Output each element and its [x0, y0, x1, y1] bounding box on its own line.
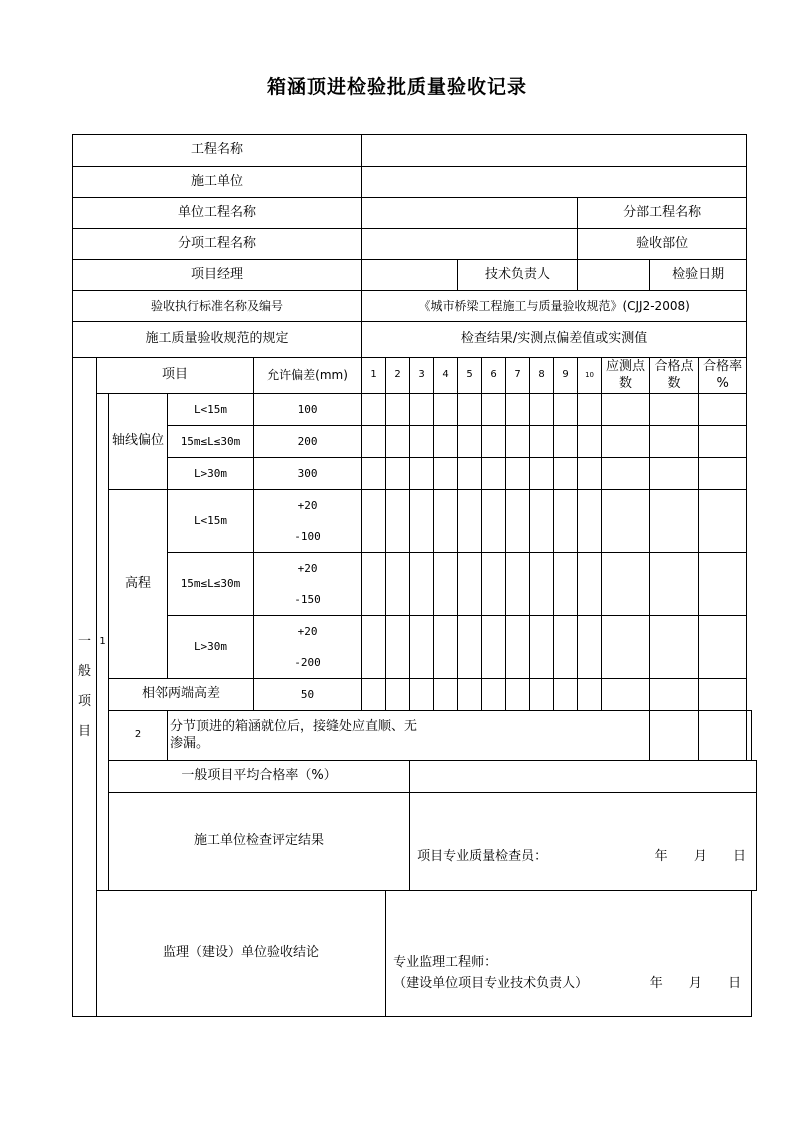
- cell[interactable]: [650, 490, 699, 553]
- spec-header: 施工质量验收规范的规定: [73, 322, 362, 358]
- cell[interactable]: [578, 553, 602, 616]
- subitem-project-field[interactable]: [362, 229, 578, 260]
- cell[interactable]: [434, 394, 458, 426]
- cell[interactable]: [410, 426, 434, 458]
- construction-result-field[interactable]: [410, 793, 757, 891]
- supervising-engineer-label: 专业监理工程师：: [393, 955, 498, 970]
- cell[interactable]: [602, 490, 650, 553]
- standard-value: 《城市桥梁工程施工与质量验收规范》(CJJ2-2008): [362, 291, 747, 322]
- cell[interactable]: [699, 490, 747, 553]
- project-name-field[interactable]: [362, 135, 747, 167]
- cell[interactable]: [482, 616, 506, 679]
- axis-condition-2: 15m≤L≤30m: [168, 426, 254, 458]
- cell[interactable]: [482, 490, 506, 553]
- cell[interactable]: [530, 553, 554, 616]
- cell[interactable]: [650, 394, 699, 426]
- elevation-upper-1: +20: [297, 499, 318, 512]
- cell[interactable]: [506, 426, 530, 458]
- point-header-3: 3: [410, 358, 434, 394]
- item-2-text-content: 分节顶进的箱涵就位后，接缝处应直顺、无渗漏。: [170, 719, 418, 751]
- cell[interactable]: [747, 711, 752, 761]
- cell[interactable]: [458, 679, 482, 711]
- elevation-tolerance-1: [254, 490, 362, 553]
- cell[interactable]: [650, 458, 699, 490]
- should-measure-header: 应测点数: [602, 358, 650, 394]
- cell[interactable]: [602, 426, 650, 458]
- point-header-8: 8: [530, 358, 554, 394]
- cell[interactable]: [530, 616, 554, 679]
- cell[interactable]: [578, 458, 602, 490]
- cell[interactable]: [530, 394, 554, 426]
- axis-tolerance-2: 200: [254, 426, 362, 458]
- cell[interactable]: [554, 490, 578, 553]
- cell[interactable]: [602, 458, 650, 490]
- elevation-condition-3: L>30m: [168, 616, 254, 679]
- cell[interactable]: [386, 426, 410, 458]
- cell[interactable]: [386, 616, 410, 679]
- elevation-condition-1: L<15m: [168, 490, 254, 553]
- cell[interactable]: [434, 553, 458, 616]
- standard-label: 验收执行标准名称及编号: [73, 291, 362, 322]
- cell[interactable]: [482, 458, 506, 490]
- project-manager-field[interactable]: [362, 260, 458, 291]
- general-items-text: 一般项目: [77, 634, 91, 739]
- cell[interactable]: [386, 458, 410, 490]
- subitem-project-label: 分项工程名称: [73, 229, 362, 260]
- year-label: 年: [649, 976, 663, 991]
- cell[interactable]: [362, 616, 386, 679]
- cell[interactable]: [699, 394, 747, 426]
- form-title: 箱涵顶进检验批质量验收记录: [266, 76, 527, 98]
- supervision-date: [628, 976, 741, 992]
- axis-tolerance-1: 100: [254, 394, 362, 426]
- group-2-number: 2: [109, 711, 168, 761]
- cell[interactable]: [434, 426, 458, 458]
- cell[interactable]: [458, 616, 482, 679]
- cell[interactable]: [650, 426, 699, 458]
- construction-date: [633, 849, 746, 865]
- cell[interactable]: [434, 616, 458, 679]
- cell[interactable]: [482, 426, 506, 458]
- cell[interactable]: [458, 490, 482, 553]
- point-header-7: 7: [506, 358, 530, 394]
- acceptance-part-label: 验收部位: [578, 229, 747, 260]
- cell[interactable]: [386, 490, 410, 553]
- cell[interactable]: [699, 426, 747, 458]
- inspection-date-label: 检验日期: [650, 260, 747, 291]
- cell[interactable]: [554, 553, 578, 616]
- cell[interactable]: [602, 679, 650, 711]
- month-label: 月: [693, 849, 707, 864]
- group-1-number: 1: [97, 394, 109, 891]
- point-header-1: 1: [362, 358, 386, 394]
- cell[interactable]: [458, 458, 482, 490]
- supervision-result-field[interactable]: [386, 891, 752, 1017]
- axis-tolerance-3: 300: [254, 458, 362, 490]
- elevation-upper-3: +20: [297, 625, 318, 638]
- cell[interactable]: [602, 394, 650, 426]
- avg-rate-field[interactable]: [410, 761, 757, 793]
- axis-condition-3: L>30m: [168, 458, 254, 490]
- cell[interactable]: [362, 394, 386, 426]
- cell[interactable]: [554, 679, 578, 711]
- elevation-lower-2: -150: [294, 593, 321, 606]
- cell[interactable]: [362, 490, 386, 553]
- cell[interactable]: [578, 426, 602, 458]
- cell[interactable]: [506, 458, 530, 490]
- cell[interactable]: [650, 679, 699, 711]
- project-name-label: 工程名称: [73, 135, 362, 167]
- elevation-lower-1: -100: [294, 530, 321, 543]
- cell[interactable]: [482, 553, 506, 616]
- cell[interactable]: [458, 553, 482, 616]
- point-header-4: 4: [434, 358, 458, 394]
- cell[interactable]: [699, 711, 747, 761]
- cell[interactable]: [602, 553, 650, 616]
- elevation-condition-2: 15m≤L≤30m: [168, 553, 254, 616]
- elevation-label: 高程: [109, 490, 168, 679]
- owner-tech-lead-label: （建设单位项目专业技术负责人）: [393, 976, 589, 991]
- inspection-form-table: [72, 134, 757, 1017]
- project-manager-label: 项目经理: [73, 260, 362, 291]
- adjacent-label: 相邻两端高差: [109, 679, 254, 711]
- avg-rate-label: 一般项目平均合格率（%）: [109, 761, 410, 793]
- tech-lead-field[interactable]: [578, 260, 650, 291]
- cell[interactable]: [410, 490, 434, 553]
- cell[interactable]: [578, 394, 602, 426]
- axis-condition-1: L<15m: [168, 394, 254, 426]
- cell[interactable]: [506, 679, 530, 711]
- item-2-text: [168, 711, 650, 761]
- cell[interactable]: [482, 394, 506, 426]
- cell[interactable]: [434, 458, 458, 490]
- day-label: 日: [728, 976, 742, 991]
- cell[interactable]: [699, 553, 747, 616]
- division-project-label: 分部工程名称: [578, 198, 747, 229]
- point-header-2: 2: [386, 358, 410, 394]
- unit-project-label: 单位工程名称: [73, 198, 362, 229]
- point-header-5: 5: [458, 358, 482, 394]
- tech-lead-label: 技术负责人: [458, 260, 578, 291]
- cell[interactable]: [506, 553, 530, 616]
- cell[interactable]: [362, 679, 386, 711]
- cell[interactable]: [602, 616, 650, 679]
- cell[interactable]: [699, 616, 747, 679]
- elevation-lower-3: -200: [294, 656, 321, 669]
- cell[interactable]: [650, 711, 699, 761]
- general-items-label: [73, 358, 97, 1017]
- cell[interactable]: [554, 394, 578, 426]
- cell[interactable]: [554, 616, 578, 679]
- elevation-tolerance-3: [254, 616, 362, 679]
- cell[interactable]: [362, 426, 386, 458]
- cell[interactable]: [410, 616, 434, 679]
- elevation-upper-2: +20: [297, 562, 318, 575]
- cell[interactable]: [386, 553, 410, 616]
- cell[interactable]: [530, 490, 554, 553]
- cell[interactable]: [554, 426, 578, 458]
- cell[interactable]: [410, 394, 434, 426]
- point-header-10: 10: [578, 358, 602, 394]
- cell[interactable]: [506, 394, 530, 426]
- qualified-rate-header: 合格率 %: [699, 358, 747, 394]
- supervision-result-label: 监理（建设）单位验收结论: [97, 891, 386, 1017]
- cell[interactable]: [410, 679, 434, 711]
- quality-inspector-label: 项目专业质量检查员：: [417, 849, 548, 864]
- cell[interactable]: [434, 679, 458, 711]
- cell[interactable]: [554, 458, 578, 490]
- adjacent-tolerance: 50: [254, 679, 362, 711]
- day-label: 日: [732, 849, 746, 864]
- cell[interactable]: [530, 458, 554, 490]
- cell[interactable]: [362, 553, 386, 616]
- cell[interactable]: [578, 679, 602, 711]
- cell[interactable]: [578, 490, 602, 553]
- cell[interactable]: [506, 490, 530, 553]
- cell[interactable]: [650, 616, 699, 679]
- cell[interactable]: [434, 490, 458, 553]
- unit-project-field[interactable]: [362, 198, 578, 229]
- year-label: 年: [654, 849, 668, 864]
- cell[interactable]: [482, 679, 506, 711]
- cell[interactable]: [362, 458, 386, 490]
- cell[interactable]: [530, 426, 554, 458]
- cell[interactable]: [410, 458, 434, 490]
- cell[interactable]: [578, 616, 602, 679]
- point-header-6: 6: [482, 358, 506, 394]
- cell[interactable]: [699, 458, 747, 490]
- cell[interactable]: [386, 679, 410, 711]
- cell[interactable]: [530, 679, 554, 711]
- tolerance-column-header: 允许偏差(mm): [254, 358, 362, 394]
- item-column-header: 项目: [97, 358, 254, 394]
- results-header: 检查结果/实测点偏差值或实测值: [362, 322, 747, 358]
- cell[interactable]: [386, 394, 410, 426]
- construction-unit-label: 施工单位: [73, 167, 362, 198]
- cell[interactable]: [458, 426, 482, 458]
- cell[interactable]: [699, 679, 747, 711]
- cell[interactable]: [410, 553, 434, 616]
- qualified-points-header: 合格点数: [650, 358, 699, 394]
- cell[interactable]: [458, 394, 482, 426]
- axis-offset-label: 轴线偏位: [109, 394, 168, 490]
- point-header-9: 9: [554, 358, 578, 394]
- cell[interactable]: [506, 616, 530, 679]
- cell[interactable]: [650, 553, 699, 616]
- elevation-tolerance-2: [254, 553, 362, 616]
- month-label: 月: [688, 976, 702, 991]
- construction-result-label: 施工单位检查评定结果: [109, 793, 410, 891]
- construction-unit-field[interactable]: [362, 167, 747, 198]
